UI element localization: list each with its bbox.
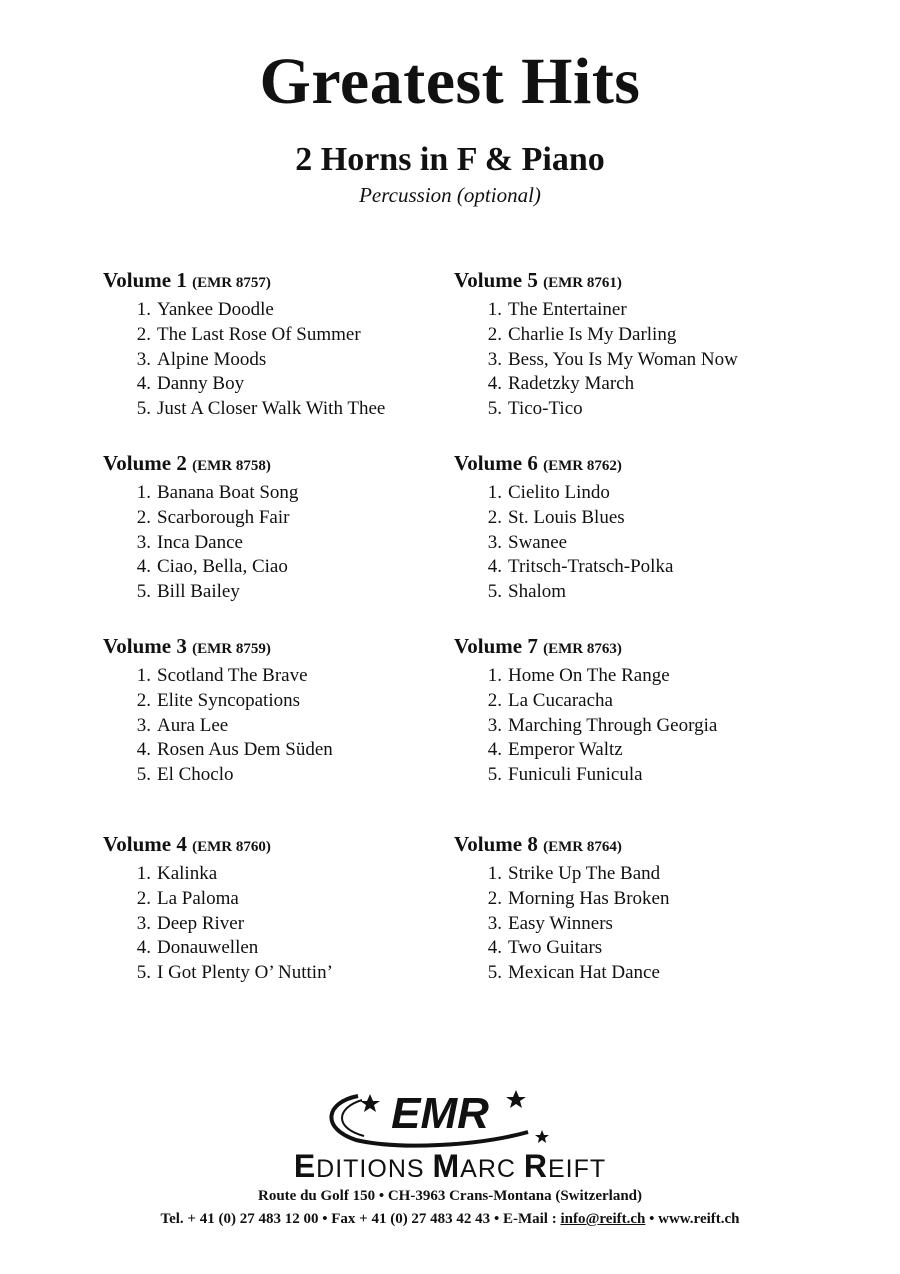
song-item: 5. Shalom [487, 581, 567, 603]
song-item: 4. Ciao, Bella, Ciao [136, 556, 288, 578]
publisher-name: EDITIONS MARC REIFT [293, 1148, 607, 1184]
song-item: 1. Home On The Range [487, 665, 670, 686]
volume-heading: Volume 8 (EMR 8764) [454, 832, 622, 856]
song-item: 1. Cielito Lindo [487, 482, 610, 503]
volume-heading: Volume 3 (EMR 8759) [103, 634, 271, 658]
song-item: 5. Mexican Hat Dance [487, 962, 660, 984]
email-link[interactable]: info@reift.ch [560, 1211, 646, 1227]
song-list [454, 664, 834, 788]
song-list [103, 298, 483, 422]
song-item: 2. The Last Rose Of Summer [136, 323, 361, 345]
song-item: 4. Tritsch-Tratsch-Polka [487, 556, 674, 578]
percussion-note: Percussion (optional) [359, 183, 541, 207]
song-item: 4. Emperor Waltz [487, 739, 623, 761]
song-list [103, 862, 483, 986]
song-item: 3. Deep River [136, 912, 245, 934]
song-item: 4. Radetzky March [487, 373, 635, 395]
song-item: 5. Just A Closer Walk With Thee [136, 398, 386, 420]
song-item: 1. Banana Boat Song [136, 482, 299, 503]
volume-block [454, 266, 834, 422]
volume-block [454, 830, 834, 986]
song-item: 4. Donauwellen [136, 937, 259, 959]
song-item: 1. Strike Up The Band [487, 863, 661, 884]
emr-logo-icon [318, 1088, 558, 1150]
song-item: 1. The Entertainer [487, 299, 627, 320]
volume-block [103, 632, 483, 788]
volume-block [103, 266, 483, 422]
song-item: 2. Charlie Is My Darling [487, 323, 677, 345]
catalog-code: (EMR 8757) [192, 275, 271, 291]
volume-heading: Volume 6 (EMR 8762) [454, 451, 622, 475]
song-item: 4. Two Guitars [487, 937, 603, 959]
song-item: 3. Alpine Moods [136, 348, 267, 370]
song-item: 2. La Paloma [136, 887, 239, 909]
song-list [103, 481, 483, 605]
volume-block [454, 632, 834, 788]
song-item: 5. El Choclo [136, 764, 234, 786]
song-item: 4. Danny Boy [136, 373, 245, 395]
volume-block [103, 830, 483, 986]
song-item: 2. Morning Has Broken [487, 887, 670, 909]
song-item: 2. St. Louis Blues [487, 506, 625, 528]
song-item: 4. Rosen Aus Dem Süden [136, 739, 333, 761]
song-item: 1. Kalinka [136, 863, 218, 884]
catalog-code: (EMR 8758) [192, 458, 271, 474]
emr-logo-text: EMR [391, 1089, 489, 1138]
song-item: 3. Aura Lee [136, 714, 229, 736]
song-item: 3. Easy Winners [487, 912, 613, 934]
catalog-code: (EMR 8764) [543, 839, 622, 855]
instrumentation-subtitle: 2 Horns in F & Piano [295, 141, 605, 178]
song-item: 2. Elite Syncopations [136, 689, 301, 711]
publisher-address: Route du Golf 150 • CH-3963 Crans-Montana (Switzerland) [258, 1188, 642, 1204]
song-item: 3. Inca Dance [136, 531, 243, 553]
song-item: 3. Bess, You Is My Woman Now [487, 348, 738, 370]
catalog-code: (EMR 8762) [543, 458, 622, 474]
song-item: 1. Scotland The Brave [136, 665, 308, 686]
song-list [454, 298, 834, 422]
fax-text: Fax + 41 (0) 27 483 42 43 [331, 1211, 491, 1227]
website-link[interactable]: www.reift.ch [658, 1211, 740, 1227]
catalog-code: (EMR 8761) [543, 275, 622, 291]
page-title: Greatest Hits [259, 45, 641, 118]
catalog-code: (EMR 8759) [192, 641, 271, 657]
song-item: 5. I Got Plenty O’ Nuttin’ [136, 962, 333, 984]
volume-heading: Volume 4 (EMR 8760) [103, 832, 271, 856]
song-item: 5. Tico-Tico [487, 398, 583, 420]
song-list [454, 862, 834, 986]
song-item: 3. Marching Through Georgia [487, 714, 718, 736]
volume-heading: Volume 1 (EMR 8757) [103, 268, 271, 292]
song-item: 5. Funiculi Funicula [487, 764, 643, 786]
volume-block [454, 449, 834, 605]
song-item: 2. La Cucaracha [487, 689, 613, 711]
volume-heading: Volume 2 (EMR 8758) [103, 451, 271, 475]
volume-heading: Volume 5 (EMR 8761) [454, 268, 622, 292]
song-list [103, 664, 483, 788]
email-label: E-Mail : [502, 1211, 557, 1227]
song-item: 5. Bill Bailey [136, 581, 240, 603]
song-item: 3. Swanee [487, 531, 568, 553]
song-list [454, 481, 834, 605]
catalog-code: (EMR 8763) [543, 641, 622, 657]
catalog-code: (EMR 8760) [192, 839, 271, 855]
volume-block [103, 449, 483, 605]
song-item: 1. Yankee Doodle [136, 299, 274, 320]
volume-heading: Volume 7 (EMR 8763) [454, 634, 622, 658]
song-item: 2. Scarborough Fair [136, 506, 290, 528]
publisher-contact: Tel. + 41 (0) 27 483 12 00 • Fax + 41 (0) 27 483 42 43 • E-Mail : info@reift.ch • www.reift.ch [160, 1211, 740, 1227]
phone-text: Tel. + 41 (0) 27 483 12 00 [160, 1211, 319, 1227]
